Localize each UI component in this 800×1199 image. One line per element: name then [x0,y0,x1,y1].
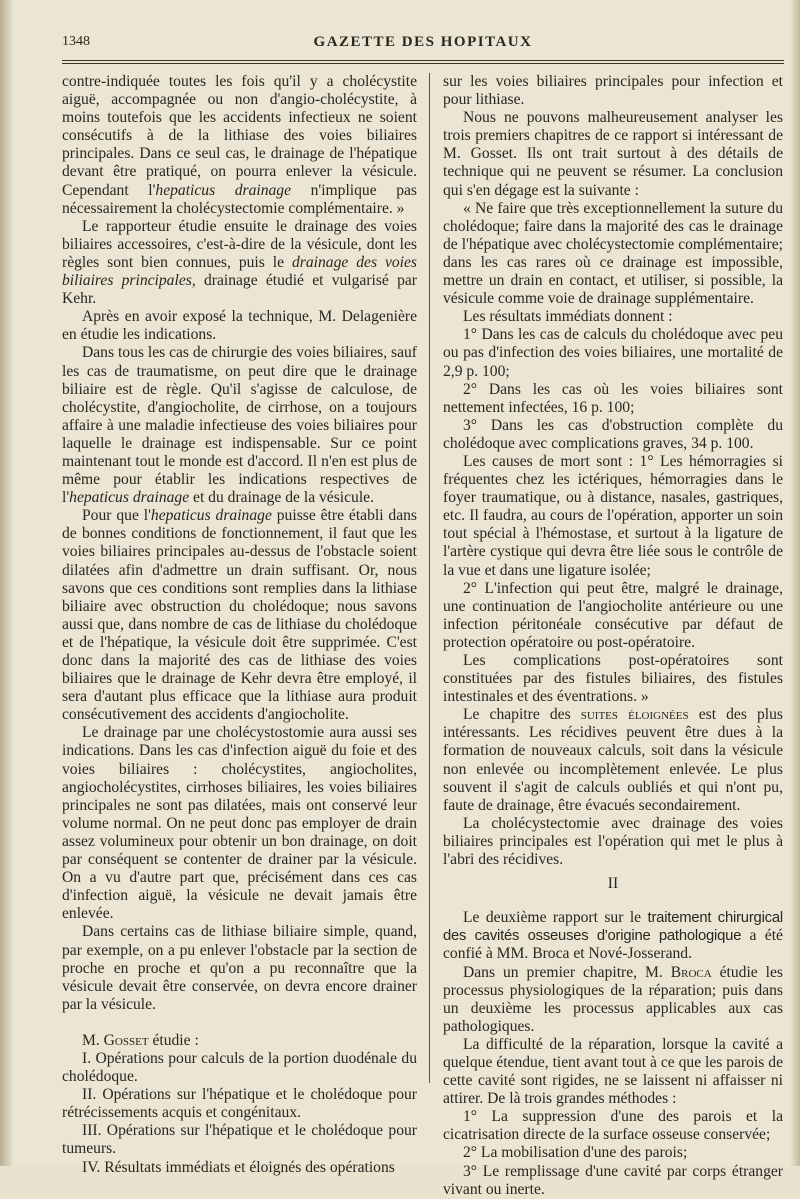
italic-phrase: hepaticus drainage [150,507,272,525]
paragraph: Les complications post-opératoires sont constituées par des fistules biliaires, des fistules intestinales et des éventrations. » [443,652,783,706]
paragraph: La difficulté de la réparation, lorsque la cavité a quelque étendue, tient avant tout à ce que les parois de cette cavité sont rigides, ne se laissent ni affaisser ni attirer. De là trois grandes méthodes : [443,1035,783,1108]
paragraph: Dans certains cas de lithiase biliaire simple, quand, par exemple, on a pu enlever l'obstacle par la section de proche en proche et qu'on a pu reconnaître que la vésicule devait être conservée, on devra encore drainer par la vésicule. [62,923,417,1013]
paragraph: « Ne faire que très exceptionnellement la suture du cholédoque; faire dans la majorité des cas le drainage de l'hépatique avec cholécystectomie complémentaire; dans les cas rares où ce drainage est impossible, mettre un drain en contact, et utiliser, si possible, la vésicule comme voie de drainage supplémentaire. [443,199,783,308]
paragraph: Le deuxième rapport sur le traitement chirurgical des cavités osseuses d'origine pathologique a été confié à MM. Broca et Nové-Josserand. [443,909,783,963]
column-divider [429,73,430,1083]
list-item: 2° Dans les cas où les voies biliaires sont nettement infectées, 16 p. 100; [443,380,783,416]
list-item: 2° La mobilisation d'une des parois; [463,1144,688,1162]
page-number: 1348 [62,34,90,49]
bold-phrase: traitement chirurgical des cavités osseuses d'origine pathologique [443,910,783,945]
list-item: III. Opérations sur l'hépatique et le cholédoque pour tumeurs. [62,1122,417,1158]
paragraph: Pour que l'hepaticus drainage puisse être établi dans de bonnes conditions de fonctionnement, il faut que les voies biliaires principales au-dessus de l'obstacle soient dilatées afin d'admettre un drain suffisant. Or, nous savons que ces conditions sont remplies dans la lithiase biliaire avec obstruction du cholédoque; nous savons aussi que, dans nombre de cas de lithiase du cholédoque et de l'hépatique, la vésicule doit être supprimée. C'est donc dans la majorité des cas de lithiase des voies biliaires que le drainage de Kehr devra être employé, il sera d'autant plus efficace que la lithiase aura produit consécutivement des accidents d'angiocholite. [62,507,418,724]
list-item: IV. Résultats immédiats et éloignés des opérations [82,1158,395,1176]
section-number: II [607,875,619,893]
paragraph: Le chapitre des suites éloignées est des plus intéressants. Les récidives peuvent être dues à la formation de nouveaux calculs, soit dans la vésicule non enlevée ou incomplètement enlevée. Le plus souvent il s'agit de calculs oubliés et qui n'ont pu, faute de drainage, être évacués secondairement. [443,706,783,814]
italic-phrase: hepaticus drainage [155,181,292,199]
paragraph: Le rapporteur étudie ensuite le drainage des voies biliaires accessoires, c'est-à-dire de la vésicule, dont les règles sont bien connues, puis le drainage des voies biliaires principales, drainage étudié et vulgarisé par Kehr. [62,217,418,308]
author-name: M. Gosset [82,1031,149,1049]
paragraph: Les résultats immédiats donnent : [463,308,673,326]
italic-phrase: hepaticus drainage [69,489,190,507]
paragraph: Nous ne pouvons malheureusement analyser les trois premiers chapitres de ce rapport si intéressant de M. Gosset. Ils ont trait surtout à des détails de technique qui ne peuvent se résumer. La conclusion qui s'en dégage est la suivante : [443,109,783,199]
page-right-edge-shadow [790,0,800,1166]
right-column [443,73,783,1199]
page-left-edge-shadow [0,0,14,1166]
italic-phrase: drainage des voies biliaires principales [62,253,418,290]
author-name: Broca [670,963,712,981]
small-caps-phrase: suites éloignées [580,706,689,724]
paragraph: contre-indiquée toutes les fois qu'il y a cholécystite aiguë, accompagnée ou non d'angio-cholécystite, à moins toutefois que les accidents infectieux ne soient consécutifs à de la lithiase des voies biliaires principales. Dans ce seul cas, le drainage de l'hépatique devant être pratiqué, on pourra enlever la vésicule. Cependant l'hepaticus drainage n'implique pas nécessairement la cholécystectomie complémentaire. » [62,73,417,217]
paragraph: Après en avoir exposé la technique, M. Delagenière en étudie les indications. [62,308,417,344]
paragraph: 2° L'infection qui peut être, malgré le drainage, une continuation de l'angiocholite antérieure ou une infection péritonéale consécutive par défaut de protection opératoire ou post-opératoire. [443,579,783,651]
paragraph: Dans un premier chapitre, M. Broca étudie les processus physiologiques de la réparation; puis dans un deuxième les processus applicables aux cas pathologiques. [443,963,783,1035]
list-item: 1° La suppression d'une des parois et la cicatrisation directe de la surface osseuse conservée; [443,1108,783,1144]
list-item: 3° Dans les cas d'obstruction complète du cholédoque avec complications graves, 34 p. 100. [443,416,783,452]
paragraph: M. Gosset étudie : [82,1031,199,1049]
list-item: 1° Dans les cas de calculs du cholédoque avec peu ou pas d'infection des voies biliaires, une mortalité de 2,9 p. 100; [443,326,783,380]
journal-title: GAZETTE DES HOPITAUX [313,34,533,50]
page-header [62,34,784,56]
paragraph: La cholécystectomie avec drainage des voies biliaires principales est l'opération qui met le plus à l'abri des récidives. [443,814,783,869]
list-item: I. Opérations pour calculs de la portion duodénale du cholédoque. [62,1049,417,1086]
paragraph: Les causes de mort sont : 1° Les hémorragies si fréquentes chez les ictériques, hémorragies dans le foyer traumatique, ou à distance, nasales, gastriques, etc. Il faudra, au cours de l'opération, apporter un soin tout spécial à l'hémostase, et surtout à la ligature de l'artère cystique qui devra être liée sous le contrôle de la vue et dans une ligature isolée; [443,452,783,579]
left-column [62,73,417,1177]
header-rule-bottom [62,63,784,64]
paragraph: Dans tous les cas de chirurgie des voies biliaires, sauf les cas de traumatisme, on peut dire que le drainage biliaire est de règle. Qu'il s'agisse de calculose, de cholécystite, d'angiocholite, de cirrhose, on a toujours affaire à une maladie infectieuse des voies biliaires pour laquelle le drainage est indispensable. Sur ce point maintenant tout le monde est d'accord. Il n'en est plus de même pour établir les indications respectives de l'hepaticus drainage et du drainage de la vésicule. [62,344,417,507]
header-rule-top [62,60,784,61]
paragraph: Le drainage par une cholécystostomie aura aussi ses indications. Dans les cas d'infection aiguë du foie et des voies biliaires : cholécystites, angiocholites, angiocholécystites, cirrhoses biliaires, les voies biliaires principales ne sont pas dilatées, mais ont conservé leur volume normal. On ne peut donc pas employer de drain assez volumineux pour obtenir un bon drainage, on doit par conséquent se contenter de drainer par la vésicule. On a vu d'autre part que, précisément dans ces cas d'infection aiguë, la vésicule ne devait jamais être enlevée. [62,724,417,923]
paragraph: sur les voies biliaires principales pour infection et pour lithiase. [443,73,783,109]
list-item: II. Opérations sur l'hépatique et le cholédoque pour rétrécissements acquis et congénitaux. [62,1086,417,1122]
list-item: 3° Le remplissage d'une cavité par corps étranger vivant ou inerte. [443,1162,783,1198]
